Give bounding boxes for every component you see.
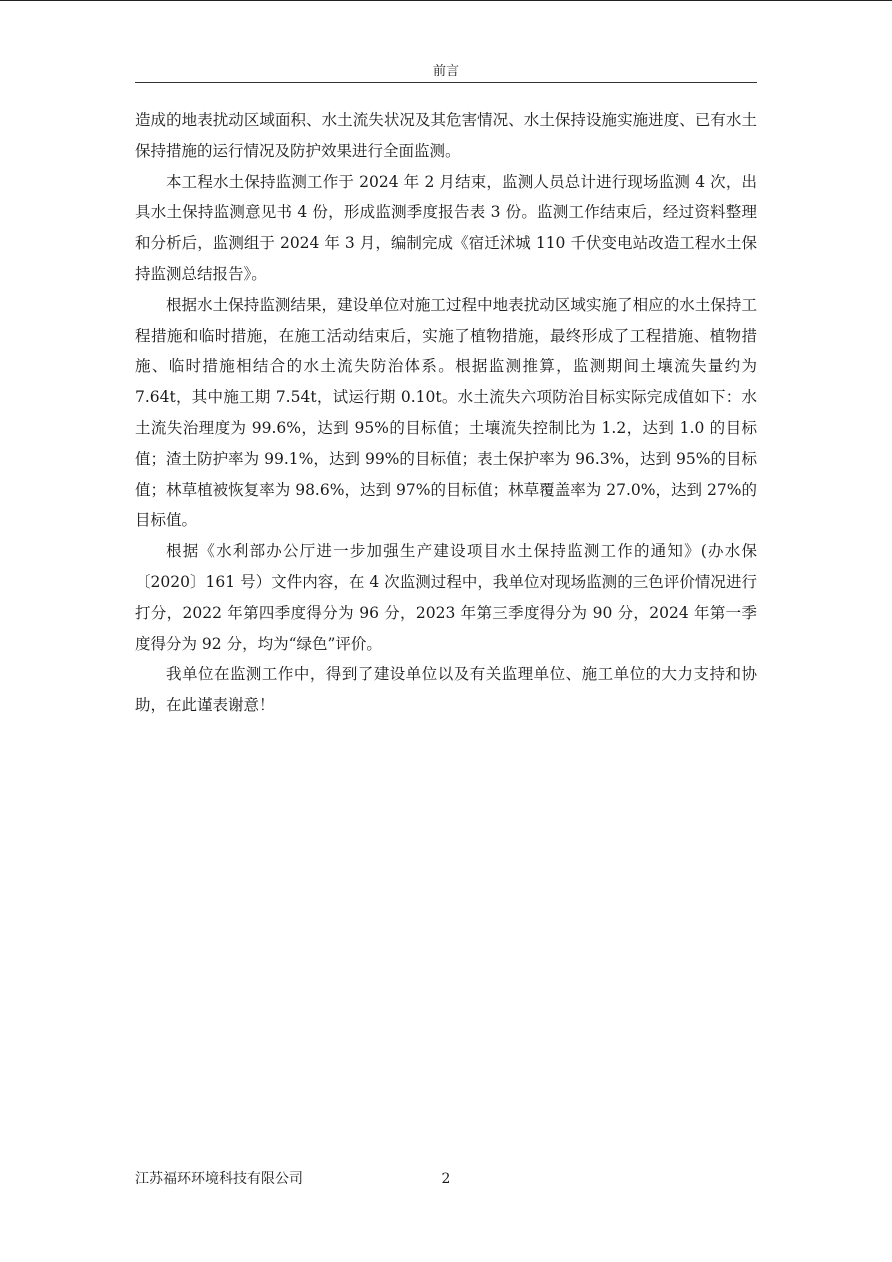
body-text [135, 105, 757, 721]
paragraph-monitoring-schedule: 本工程水土保持监测工作于 2024 年 2 月结束，监测人员总计进行现场监测 4 次，出具水土保持监测意见书 4 份，形成监测季度报告表 3 份。监测工作结束后，经过资料整理和分析后，监测组于 2024 年 3 月，编制完成《宿迁沭城 110 千伏变电站改造工程水土保持监测总结报告》。 [135, 172, 757, 283]
header-divider [135, 82, 757, 83]
page-header-title: 前言 [432, 64, 459, 79]
paragraph-monitoring-results: 根据水土保持监测结果，建设单位对施工过程中地表扰动区域实施了相应的水土保持工程措施和临时措施，在施工活动结束后，实施了植物措施，最终形成了工程措施、植物措施、临时措施相结合的水土流失防治体系。根据监测推算，监测期间土壤流失量约为 7.64t，其中施工期 7.54t，试运行期 0.10t。水土流失六项防治目标实际完成值如下：水土流失治理度为 99.6%，达到 95%的目标值；土壤流失控制比为 1.2，达到 1.0 的目标值；渣土防护率为 99.1%，达到 99%的目标值；表土保护率为 96.3%，达到 95%的目标值；林草植被恢复率为 98.6%，达到 97%的目标值；林草覆盖率为 27.0%，达到 27%的目标值。 [135, 295, 757, 530]
footer-page-number: 2 [441, 1171, 451, 1187]
footer-company-name: 江苏福环环境科技有限公司 [135, 1171, 303, 1187]
paragraph-continuation: 造成的地表扰动区域面积、水土流失状况及其危害情况、水土保持设施实施进度、已有水土保持措施的运行情况及防护效果进行全面监测。 [135, 111, 757, 160]
paragraph-three-color-evaluation: 根据《水利部办公厅进一步加强生产建设项目水土保持监测工作的通知》(办水保〔2020〕161 号）文件内容，在 4 次监测过程中，我单位对现场监测的三色评价情况进行打分，2022 年第四季度得分为 96 分，2023 年第三季度得分为 90 分，2024 年第一季度得分为 92 分，均为“绿色”评价。 [135, 542, 757, 653]
paragraph-acknowledgement: 我单位在监测工作中，得到了建设单位以及有关监理单位、施工单位的大力支持和协助，在此谨表谢意！ [135, 665, 757, 715]
